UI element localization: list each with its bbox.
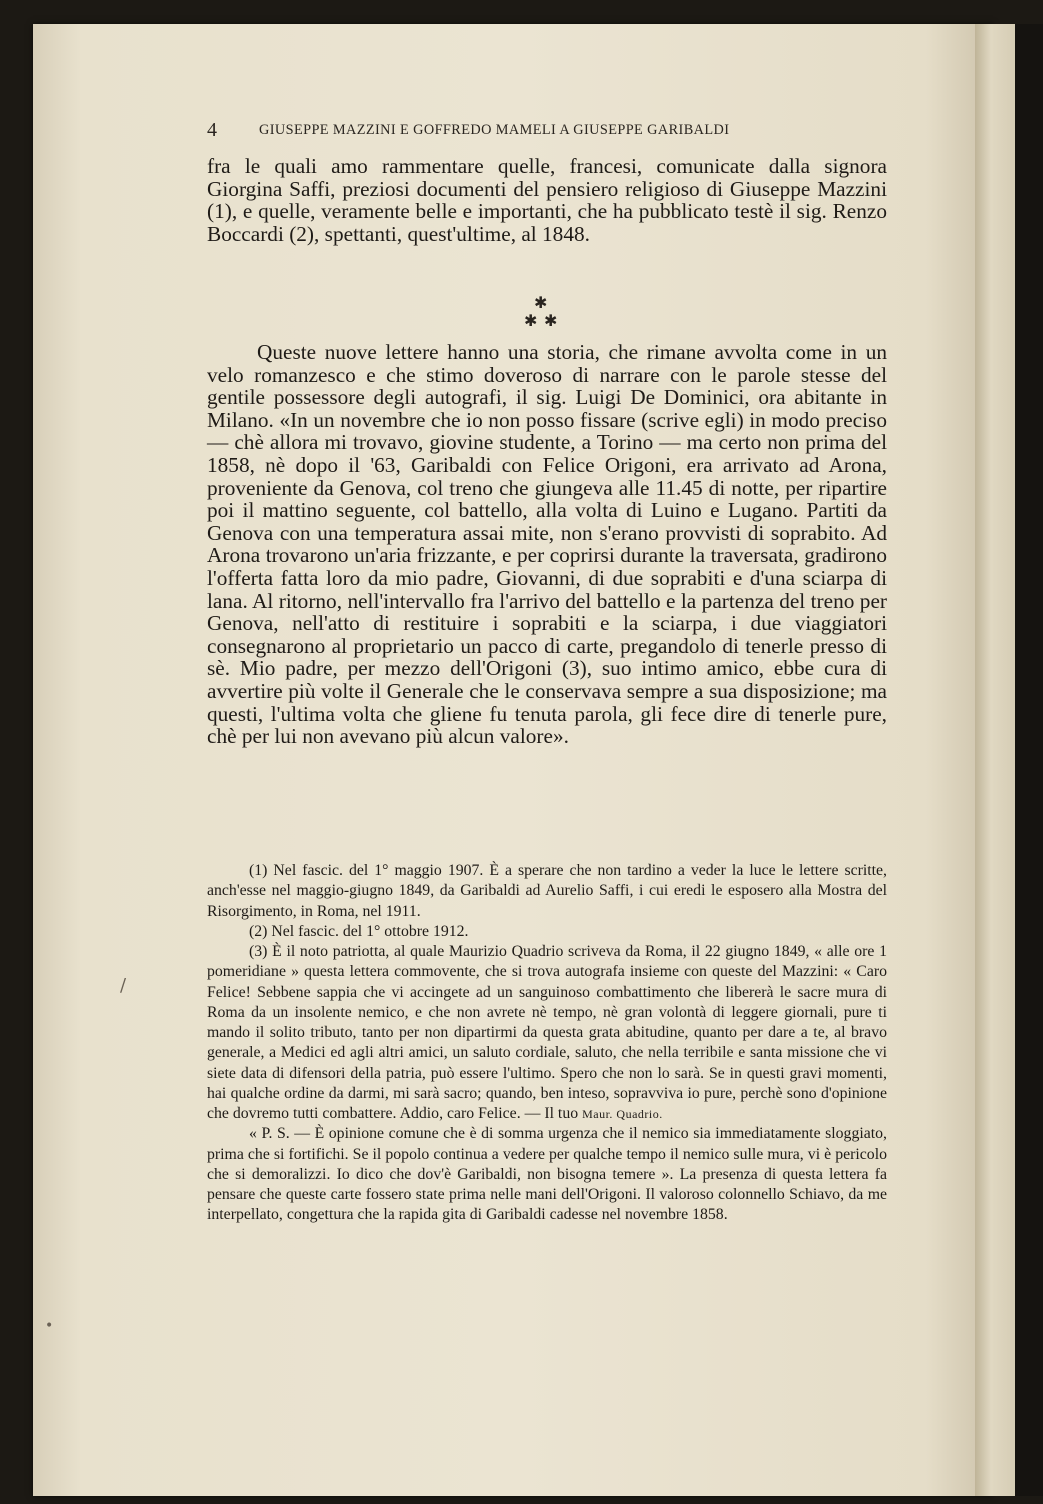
footnote-3-signature: Maur. Quadrio. bbox=[582, 1107, 663, 1121]
footnote-3-postscript: « P. S. — È opinione comune che è di somma urgenza che il nemico sia immediatamente sloggiato, prima che si fortifichi. Se il popolo continua a vedere per qualche tempo il nemico sulle mura, vi è pericolo che si demoralizzi. Io dico che dov'è Garibaldi, non bisogna temere ». La presenza di questa lettera fa pensare che queste carte fossero state prima nelle mani dell'Origoni. Il valoroso colonnello Schiavo, da me interpellato, congettura che la rapida gita di Garibaldi cadesse nel novembre 1858. bbox=[207, 1125, 887, 1224]
footnote-3 bbox=[207, 942, 887, 1124]
asterism-star-right: ✱ bbox=[544, 311, 558, 330]
margin-mark: / bbox=[120, 975, 127, 996]
margin-dot: • bbox=[45, 1318, 54, 1334]
page-number: 4 bbox=[207, 119, 217, 141]
paragraph-story: Queste nuove lettere hanno una storia, che rimane avvolta come in un velo romanzesco e che stimo doveroso di narrare con le parole stesse del gentile possessore degli autografi, il sig. Luigi De Dominici, ora abitante in Milano. «In un novembre che io non posso fissare (scrive egli) in modo preciso — chè allora mi trovavo, giovine studente, a Torino — ma certo non prima del 1858, nè dopo il '63, Garibaldi con Felice Origoni, era arrivato ad Arona, proveniente da Genova, col treno che giungeva alle 11.45 di notte, per ripartire poi il mattino seguente, col battello, alla volta di Luino e Lugano. Partiti da Genova con una temperatura assai mite, non s'erano provvisti di soprabito. Ad Arona trovarono un'aria frizzante, e per coprirsi durante la traversata, gradirono l'offerta fatta loro da mio padre, Giovanni, di due soprabiti e d'una sciarpa di lana. Al ritorno, nell'intervallo fra l'arrivo del battello e la partenza del treno per Genova, nell'atto di restituire i soprabiti e la sciarpa, i due viaggiatori consegnarono al proprietario un pacco di carte, pregandolo di tenerle presso di sè. Mio padre, per mezzo dell'Origoni (3), suo intimo amico, ebbe cura di avvertire più volte il Generale che le conservava sempre a sua disposizione; ma questi, l'ultima volta che gliene fu tenuta parola, gli fece dire di tenerle pure, chè per lui non avevano più alcun valore». bbox=[207, 340, 887, 749]
section-separator bbox=[512, 293, 562, 333]
asterism-star-top: ✱ bbox=[534, 293, 548, 312]
footnote-2: (2) Nel fascic. del 1° ottobre 1912. bbox=[249, 922, 469, 940]
main-text bbox=[207, 155, 887, 245]
paragraph-continued: fra le quali amo rammentare quelle, francesi, comunicate dalla signora Giorgina Saffi, preziosi documenti del pensiero religioso di Giuseppe Mazzini (1), e quelle, veramente belle e importanti, che ha pubblicato testè il sig. Renzo Boccardi (2), spettanti, quest'ultime, al 1848. bbox=[207, 154, 887, 246]
footnote-3-text: (3) È il noto patriotta, al quale Maurizio Quadrio scriveva da Roma, il 22 giugno 1849, « alle ore 1 pomeridiane » questa lettera commovente, che si trova autografa insieme con queste del Mazzini: « Caro Felice! Sebbene sappia che vi accingete ad un sanguinoso combattimento che libererà le sacre mura di Roma da un insolente nemico, e che non avrete nè tempo, nè gran volontà di leggere giornali, pure ti mando il solito tributo, tanto per non dipartirmi da questa grata abitudine, quanto per dare a te, al bravo generale, a Medici ed agli altri amici, un saluto cordiale, saluto, che nella terribile e santa missione che vi siete data di difensori della patria, può essere l'ultimo. Spero che non lo sarà. Se in questi gravi momenti, hai qualche ordine da darmi, mi sarà sacro; quando, ben inteso, sopravviva io pure, perchè sono d'opinione che dovremo tutti combattere. Addio, caro Felice. — Il tuo bbox=[207, 943, 887, 1122]
footnote-1: (1) Nel fascic. del 1° maggio 1907. È a sperare che non tardino a veder la luce le lettere scritte, anch'esse nel maggio-giugno 1849, da Garibaldi ad Aurelio Saffi, i cui eredi le esposero alla Mostra del Risorgimento, in Roma, nel 1911. bbox=[207, 862, 887, 920]
page-header bbox=[207, 119, 887, 141]
scan-edge bbox=[1015, 24, 1043, 1496]
main-text-section bbox=[207, 341, 887, 748]
running-title: GIUSEPPE MAZZINI E GOFFREDO MAMELI A GIUSEPPE GARIBALDI bbox=[259, 122, 730, 138]
asterism-star-left: ✱ bbox=[524, 311, 538, 330]
page-gutter bbox=[975, 24, 1015, 1496]
footnotes bbox=[207, 861, 887, 1226]
